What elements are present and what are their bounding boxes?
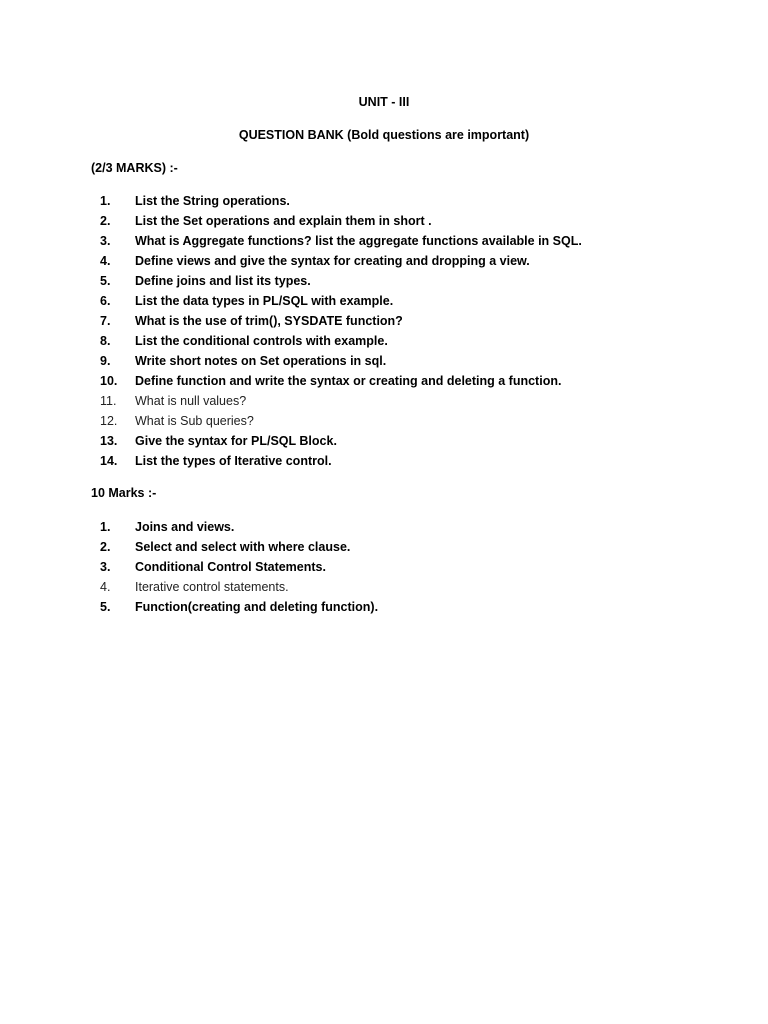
- question-number: 4.: [100, 580, 111, 594]
- question-text: Conditional Control Statements.: [135, 560, 326, 574]
- long-answer-heading: 10 Marks :-: [91, 486, 157, 500]
- question-number: 9.: [100, 354, 111, 368]
- question-number: 3.: [100, 234, 111, 248]
- question-text: List the Set operations and explain them in short .: [135, 214, 432, 228]
- question-text: Define views and give the syntax for creating and dropping a view.: [135, 254, 530, 268]
- question-text: Write short notes on Set operations in sql.: [135, 354, 387, 368]
- question-text: What is null values?: [135, 394, 247, 408]
- question-text: Iterative control statements.: [135, 580, 289, 594]
- question-text: List the types of Iterative control.: [135, 454, 332, 468]
- question-text: List the String operations.: [135, 194, 290, 208]
- question-text: Select and select with where clause.: [135, 540, 351, 554]
- question-number: 7.: [100, 314, 111, 328]
- question-number: 8.: [100, 334, 111, 348]
- question-number: 14.: [100, 454, 118, 468]
- question-number: 11.: [100, 394, 117, 408]
- question-number: 5.: [100, 274, 111, 288]
- question-number: 5.: [100, 600, 111, 614]
- question-bank-title: QUESTION BANK (Bold questions are important): [238, 128, 530, 142]
- question-number: 13.: [100, 434, 118, 448]
- question-number: 2.: [100, 214, 111, 228]
- question-text: Define function and write the syntax or creating and deleting a function.: [135, 374, 562, 388]
- question-text: List the conditional controls with example.: [135, 334, 388, 348]
- question-text: List the data types in PL/SQL with example.: [135, 294, 394, 308]
- question-number: 2.: [100, 540, 111, 554]
- unit-title: UNIT - III: [358, 95, 410, 109]
- short-answer-heading: (2/3 MARKS) :-: [91, 161, 178, 175]
- question-text: Function(creating and deleting function).: [135, 600, 379, 614]
- question-text: What is the use of trim(), SYSDATE function?: [135, 314, 403, 328]
- question-number: 6.: [100, 294, 111, 308]
- question-text: Define joins and list its types.: [135, 274, 311, 288]
- question-text: What is Sub queries?: [135, 414, 254, 428]
- question-number: 4.: [100, 254, 111, 268]
- question-number: 3.: [100, 560, 111, 574]
- question-number: 1.: [100, 520, 111, 534]
- question-number: 10.: [100, 374, 118, 388]
- question-text: Joins and views.: [135, 520, 235, 534]
- question-text: What is Aggregate functions? list the aggregate functions available in SQL.: [135, 234, 582, 248]
- question-number: 1.: [100, 194, 111, 208]
- question-text: Give the syntax for PL/SQL Block.: [135, 434, 337, 448]
- question-number: 12.: [100, 414, 118, 428]
